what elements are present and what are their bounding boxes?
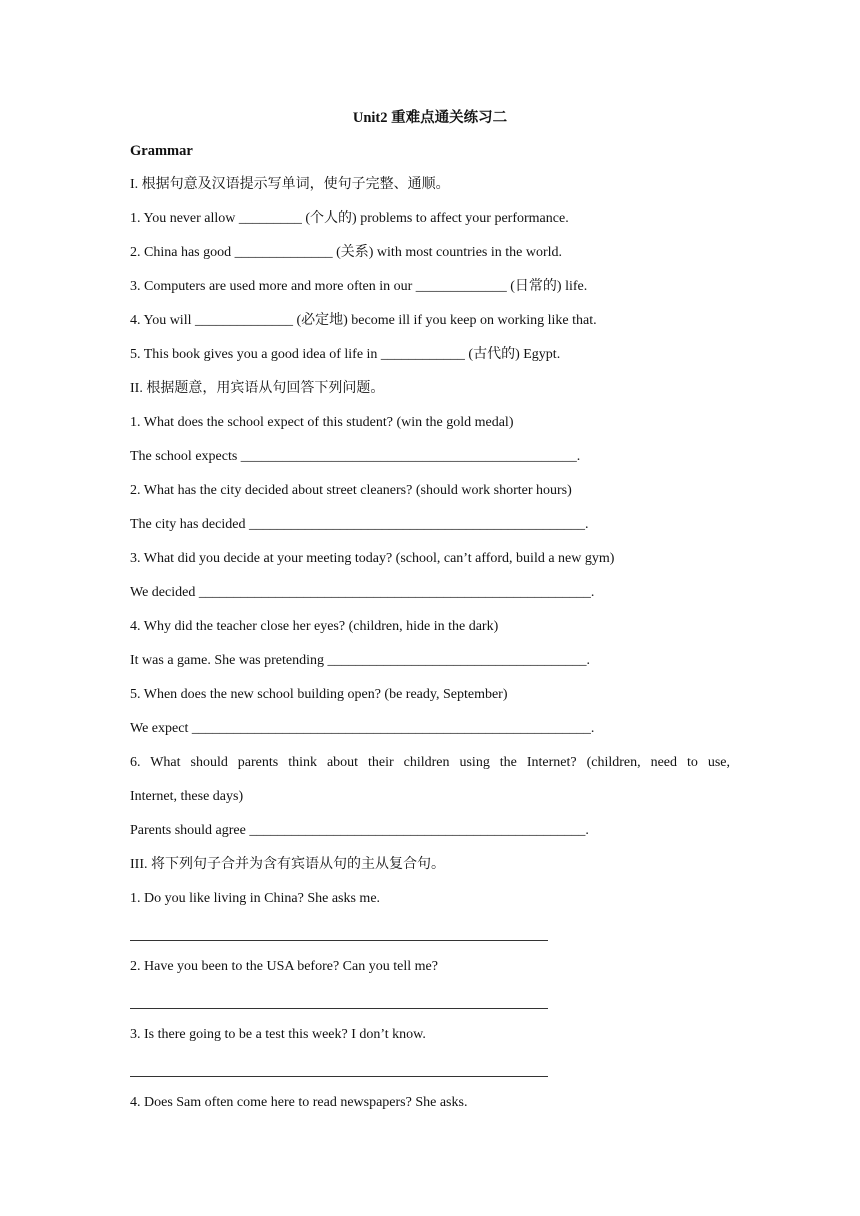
part2-answer-4: It was a game. She was pretending _____________________________________. bbox=[130, 653, 590, 668]
part2-answer-6: Parents should agree ________________________________________________. bbox=[130, 823, 589, 838]
part2-answer-5: We expect _________________________________________________________. bbox=[130, 721, 595, 736]
part3-answer-line-1 bbox=[130, 922, 730, 956]
part2-answer-1: The school expects ________________________________________________. bbox=[130, 449, 581, 464]
part3-item-4: 4. Does Sam often come here to read newspapers? She asks. bbox=[130, 1095, 468, 1110]
part2-answer-3: We decided ________________________________________________________. bbox=[130, 585, 595, 600]
part3-answer-line-2 bbox=[130, 990, 730, 1024]
part2-answer-2: The city has decided ________________________________________________. bbox=[130, 517, 589, 532]
part2-question-5: 5. When does the new school building open? (be ready, September) bbox=[130, 687, 508, 702]
part1-instruction: I. 根据句意及汉语提示写单词，使句子完整、通顺。 bbox=[130, 177, 450, 192]
part2-question-4: 4. Why did the teacher close her eyes? (children, hide in the dark) bbox=[130, 619, 499, 634]
section-heading: Grammar bbox=[130, 143, 193, 159]
answer-rule bbox=[130, 940, 548, 941]
part1-item-2: 2. China has good ______________ (关系) with most countries in the world. bbox=[130, 245, 563, 260]
part2-question-6-line1: 6. What should parents think about their children using the Internet? (children, need to use, bbox=[130, 755, 730, 770]
part2-question-2: 2. What has the city decided about street cleaners? (should work shorter hours) bbox=[130, 483, 572, 498]
part3-instruction: III. 将下列句子合并为含有宾语从句的主从复合句。 bbox=[130, 857, 445, 872]
part2-instruction: II. 根据题意，用宾语从句回答下列问题。 bbox=[130, 381, 385, 396]
page-title: Unit2 重难点通关练习二 bbox=[352, 110, 508, 126]
part1-item-4: 4. You will ______________ (必定地) become ill if you keep on working like that. bbox=[130, 313, 597, 328]
part3-item-1: 1. Do you like living in China? She asks me. bbox=[130, 891, 381, 906]
worksheet-page bbox=[130, 108, 730, 1126]
answer-rule bbox=[130, 1076, 548, 1077]
part1-item-5: 5. This book gives you a good idea of life in ____________ (古代的) Egypt. bbox=[130, 347, 561, 362]
part1-item-3: 3. Computers are used more and more often in our _____________ (日常的) life. bbox=[130, 279, 588, 294]
part3-item-2: 2. Have you been to the USA before? Can you tell me? bbox=[130, 959, 438, 974]
part2-question-3: 3. What did you decide at your meeting today? (school, can’t afford, build a new gym) bbox=[130, 551, 615, 566]
part3-item-3: 3. Is there going to be a test this week? I don’t know. bbox=[130, 1027, 426, 1042]
answer-rule bbox=[130, 1008, 548, 1009]
part3-answer-line-3 bbox=[130, 1058, 730, 1092]
part2-question-1: 1. What does the school expect of this student? (win the gold medal) bbox=[130, 415, 514, 430]
part2-question-6-line2: Internet, these days) bbox=[130, 789, 244, 804]
part1-item-1: 1. You never allow _________ (个人的) problems to affect your performance. bbox=[130, 211, 569, 226]
